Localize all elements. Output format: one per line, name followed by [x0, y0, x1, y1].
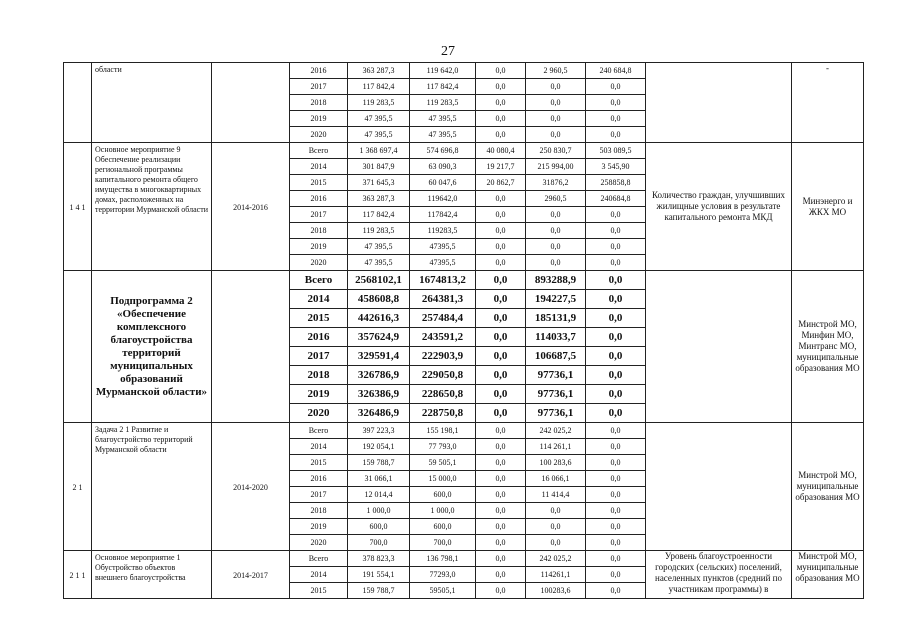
value-cell: 0,0 — [586, 385, 646, 404]
value-cell: 0,0 — [476, 385, 526, 404]
value-cell: 119 283,5 — [410, 95, 476, 111]
value-cell: 2568102,1 — [348, 271, 410, 290]
year-cell: 2014 — [290, 439, 348, 455]
value-cell: 119 283,5 — [348, 223, 410, 239]
item-name: Основное мероприятие 1 Обустройство объектов внешнего благоустройства — [92, 551, 212, 599]
value-cell: 1674813,2 — [410, 271, 476, 290]
value-cell: 0,0 — [476, 271, 526, 290]
value-cell: 0,0 — [586, 290, 646, 309]
value-cell: 893288,9 — [526, 271, 586, 290]
value-cell: 159 788,7 — [348, 583, 410, 599]
value-cell: 20 862,7 — [476, 175, 526, 191]
value-cell: 0,0 — [476, 404, 526, 423]
value-cell: 47 395,5 — [348, 127, 410, 143]
item-number — [64, 271, 92, 423]
value-cell: 119642,0 — [410, 191, 476, 207]
value-cell: 242 025,2 — [526, 551, 586, 567]
value-cell: 155 198,1 — [410, 423, 476, 439]
value-cell: 2960,5 — [526, 191, 586, 207]
value-cell: 31876,2 — [526, 175, 586, 191]
value-cell: 117 842,4 — [348, 79, 410, 95]
value-cell: 458608,8 — [348, 290, 410, 309]
value-cell: 700,0 — [410, 535, 476, 551]
item-period: 2014-2020 — [212, 423, 290, 551]
value-cell: 301 847,9 — [348, 159, 410, 175]
value-cell: 0,0 — [586, 328, 646, 347]
year-cell: 2014 — [290, 567, 348, 583]
item-period — [212, 271, 290, 423]
value-cell: 1 000,0 — [348, 503, 410, 519]
table-row — [64, 423, 864, 439]
result-indicator — [646, 423, 792, 551]
value-cell: 11 414,4 — [526, 487, 586, 503]
item-name: Подпрограмма 2 «Обеспечение комплексного благоустройства территорий муниципальных образований Мурманской области» — [92, 271, 212, 423]
value-cell: 0,0 — [476, 439, 526, 455]
value-cell: 47 395,5 — [348, 239, 410, 255]
result-indicator — [646, 63, 792, 143]
year-cell: 2019 — [290, 111, 348, 127]
table-row — [64, 143, 864, 159]
year-cell: Всего — [290, 143, 348, 159]
value-cell: 0,0 — [476, 309, 526, 328]
value-cell: 0,0 — [526, 239, 586, 255]
value-cell: 363 287,3 — [348, 191, 410, 207]
value-cell: 77293,0 — [410, 567, 476, 583]
value-cell: 0,0 — [526, 255, 586, 271]
value-cell: 326786,9 — [348, 366, 410, 385]
value-cell: 119 283,5 — [348, 95, 410, 111]
value-cell: 222903,9 — [410, 347, 476, 366]
executor: Минэнерго и ЖКХ МО — [792, 143, 864, 271]
value-cell: 0,0 — [476, 207, 526, 223]
value-cell: 117 842,4 — [410, 79, 476, 95]
value-cell: 0,0 — [476, 583, 526, 599]
executor: Минстрой МО, муниципальные образования МО — [792, 423, 864, 551]
value-cell: 60 047,6 — [410, 175, 476, 191]
value-cell: 0,0 — [476, 127, 526, 143]
value-cell: 397 223,3 — [348, 423, 410, 439]
value-cell: 329591,4 — [348, 347, 410, 366]
value-cell: 0,0 — [476, 519, 526, 535]
value-cell: 240 684,8 — [586, 63, 646, 79]
value-cell: 12 014,4 — [348, 487, 410, 503]
year-cell: 2020 — [290, 535, 348, 551]
value-cell: 47395,5 — [410, 255, 476, 271]
value-cell: 600,0 — [348, 519, 410, 535]
year-cell: 2020 — [290, 255, 348, 271]
value-cell: 326386,9 — [348, 385, 410, 404]
value-cell: 194227,5 — [526, 290, 586, 309]
year-cell: 2016 — [290, 471, 348, 487]
value-cell: 97736,1 — [526, 404, 586, 423]
value-cell: 0,0 — [476, 567, 526, 583]
value-cell: 0,0 — [526, 519, 586, 535]
value-cell: 0,0 — [586, 223, 646, 239]
value-cell: 363 287,3 — [348, 63, 410, 79]
value-cell: 0,0 — [526, 207, 586, 223]
value-cell: 63 090,3 — [410, 159, 476, 175]
value-cell: 31 066,1 — [348, 471, 410, 487]
item-period — [212, 63, 290, 143]
table-row — [64, 63, 864, 79]
value-cell: 0,0 — [476, 191, 526, 207]
value-cell: 258858,8 — [586, 175, 646, 191]
value-cell: 47 395,5 — [348, 111, 410, 127]
value-cell: 0,0 — [526, 79, 586, 95]
value-cell: 229050,8 — [410, 366, 476, 385]
value-cell: 0,0 — [526, 535, 586, 551]
value-cell: 159 788,7 — [348, 455, 410, 471]
value-cell: 47 395,5 — [410, 127, 476, 143]
value-cell: 0,0 — [526, 503, 586, 519]
value-cell: 0,0 — [476, 471, 526, 487]
value-cell: 100283,6 — [526, 583, 586, 599]
value-cell: 228650,8 — [410, 385, 476, 404]
value-cell: 215 994,00 — [526, 159, 586, 175]
year-cell: Всего — [290, 551, 348, 567]
value-cell: 503 089,5 — [586, 143, 646, 159]
value-cell: 326486,9 — [348, 404, 410, 423]
value-cell: 0,0 — [586, 95, 646, 111]
item-period: 2014-2017 — [212, 551, 290, 599]
year-cell: Всего — [290, 271, 348, 290]
value-cell: 0,0 — [476, 366, 526, 385]
value-cell: 0,0 — [526, 111, 586, 127]
value-cell: 47 395,5 — [410, 111, 476, 127]
value-cell: 250 830,7 — [526, 143, 586, 159]
value-cell: 191 554,1 — [348, 567, 410, 583]
value-cell: 0,0 — [476, 111, 526, 127]
program-table — [63, 62, 864, 599]
value-cell: 600,0 — [410, 519, 476, 535]
year-cell: 2016 — [290, 328, 348, 347]
result-indicator: Уровень благоустроенности городских (сельских) поселений, населенных пунктов (средний по участникам программы) в — [646, 551, 792, 599]
value-cell: 0,0 — [586, 239, 646, 255]
value-cell: 0,0 — [586, 79, 646, 95]
item-number — [64, 63, 92, 143]
value-cell: 0,0 — [476, 79, 526, 95]
page-number: 27 — [441, 44, 455, 59]
value-cell: 114 261,1 — [526, 439, 586, 455]
value-cell: 1 000,0 — [410, 503, 476, 519]
value-cell: 0,0 — [526, 223, 586, 239]
value-cell: 0,0 — [586, 439, 646, 455]
item-period: 2014-2016 — [212, 143, 290, 271]
value-cell: 0,0 — [586, 535, 646, 551]
value-cell: 242 025,2 — [526, 423, 586, 439]
value-cell: 371 645,3 — [348, 175, 410, 191]
year-cell: 2020 — [290, 404, 348, 423]
year-cell: 2015 — [290, 583, 348, 599]
year-cell: 2018 — [290, 366, 348, 385]
value-cell: 185131,9 — [526, 309, 586, 328]
value-cell: 0,0 — [476, 63, 526, 79]
value-cell: 2 960,5 — [526, 63, 586, 79]
value-cell: 119 642,0 — [410, 63, 476, 79]
executor: - — [792, 63, 864, 143]
year-cell: Всего — [290, 423, 348, 439]
value-cell: 0,0 — [476, 551, 526, 567]
value-cell: 0,0 — [586, 271, 646, 290]
item-number: 2 1 1 — [64, 551, 92, 599]
value-cell: 0,0 — [586, 347, 646, 366]
value-cell: 97736,1 — [526, 385, 586, 404]
value-cell: 0,0 — [586, 583, 646, 599]
year-cell: 2020 — [290, 127, 348, 143]
item-number: 2 1 — [64, 423, 92, 551]
value-cell: 700,0 — [348, 535, 410, 551]
value-cell: 0,0 — [476, 423, 526, 439]
year-cell: 2017 — [290, 347, 348, 366]
value-cell: 0,0 — [476, 239, 526, 255]
value-cell: 114261,1 — [526, 567, 586, 583]
value-cell: 0,0 — [586, 519, 646, 535]
value-cell: 442616,3 — [348, 309, 410, 328]
item-name: Задача 2 1 Развитие и благоустройство территорий Мурманской области — [92, 423, 212, 551]
value-cell: 243591,2 — [410, 328, 476, 347]
value-cell: 357624,9 — [348, 328, 410, 347]
year-cell: 2017 — [290, 487, 348, 503]
year-cell: 2017 — [290, 207, 348, 223]
value-cell: 0,0 — [586, 423, 646, 439]
value-cell: 100 283,6 — [526, 455, 586, 471]
value-cell: 257484,4 — [410, 309, 476, 328]
value-cell: 0,0 — [586, 567, 646, 583]
value-cell: 0,0 — [476, 455, 526, 471]
value-cell: 59 505,1 — [410, 455, 476, 471]
value-cell: 574 696,8 — [410, 143, 476, 159]
year-cell: 2016 — [290, 191, 348, 207]
value-cell: 119283,5 — [410, 223, 476, 239]
value-cell: 0,0 — [586, 366, 646, 385]
value-cell: 192 054,1 — [348, 439, 410, 455]
value-cell: 0,0 — [526, 95, 586, 111]
value-cell: 77 793,0 — [410, 439, 476, 455]
value-cell: 0,0 — [476, 347, 526, 366]
value-cell: 47395,5 — [410, 239, 476, 255]
year-cell: 2018 — [290, 223, 348, 239]
year-cell: 2019 — [290, 239, 348, 255]
year-cell: 2019 — [290, 385, 348, 404]
value-cell: 0,0 — [586, 503, 646, 519]
value-cell: 0,0 — [476, 290, 526, 309]
value-cell: 0,0 — [586, 455, 646, 471]
value-cell: 0,0 — [586, 487, 646, 503]
year-cell: 2015 — [290, 309, 348, 328]
table-row — [64, 551, 864, 567]
value-cell: 0,0 — [476, 328, 526, 347]
item-name: Основное мероприятие 9 Обеспечение реализации региональной программы капитального ремонта общего имущества в многоквартирных домах, расположенных на территории Мурманской области — [92, 143, 212, 271]
value-cell: 0,0 — [586, 471, 646, 487]
value-cell: 19 217,7 — [476, 159, 526, 175]
value-cell: 114033,7 — [526, 328, 586, 347]
value-cell: 0,0 — [476, 503, 526, 519]
year-cell: 2019 — [290, 519, 348, 535]
value-cell: 600,0 — [410, 487, 476, 503]
executor: Минстрой МО, Минфин МО, Минтранс МО, муниципальные образования МО — [792, 271, 864, 423]
result-indicator — [646, 271, 792, 423]
year-cell: 2014 — [290, 159, 348, 175]
year-cell: 2016 — [290, 63, 348, 79]
item-name: области — [92, 63, 212, 143]
value-cell: 117842,4 — [410, 207, 476, 223]
value-cell: 106687,5 — [526, 347, 586, 366]
year-cell: 2017 — [290, 79, 348, 95]
value-cell: 378 823,3 — [348, 551, 410, 567]
value-cell: 0,0 — [526, 127, 586, 143]
value-cell: 0,0 — [586, 404, 646, 423]
value-cell: 0,0 — [476, 535, 526, 551]
year-cell: 2015 — [290, 175, 348, 191]
value-cell: 97736,1 — [526, 366, 586, 385]
value-cell: 0,0 — [476, 255, 526, 271]
value-cell: 136 798,1 — [410, 551, 476, 567]
value-cell: 0,0 — [476, 487, 526, 503]
value-cell: 0,0 — [586, 207, 646, 223]
value-cell: 0,0 — [586, 127, 646, 143]
value-cell: 228750,8 — [410, 404, 476, 423]
year-cell: 2018 — [290, 95, 348, 111]
year-cell: 2014 — [290, 290, 348, 309]
value-cell: 117 842,4 — [348, 207, 410, 223]
value-cell: 15 000,0 — [410, 471, 476, 487]
value-cell: 0,0 — [586, 111, 646, 127]
table-row — [64, 271, 864, 290]
value-cell: 40 080,4 — [476, 143, 526, 159]
year-cell: 2018 — [290, 503, 348, 519]
value-cell: 0,0 — [476, 95, 526, 111]
value-cell: 0,0 — [476, 223, 526, 239]
value-cell: 264381,3 — [410, 290, 476, 309]
value-cell: 0,0 — [586, 551, 646, 567]
value-cell: 16 066,1 — [526, 471, 586, 487]
result-indicator: Количество граждан, улучшивших жилищные условия в результате капитального ремонта МКД — [646, 143, 792, 271]
year-cell: 2015 — [290, 455, 348, 471]
value-cell: 1 368 697,4 — [348, 143, 410, 159]
value-cell: 0,0 — [586, 309, 646, 328]
item-number: 1 4 1 — [64, 143, 92, 271]
value-cell: 3 545,90 — [586, 159, 646, 175]
value-cell: 0,0 — [586, 255, 646, 271]
value-cell: 47 395,5 — [348, 255, 410, 271]
value-cell: 240684,8 — [586, 191, 646, 207]
executor: Минстрой МО, муниципальные образования МО — [792, 551, 864, 599]
value-cell: 59505,1 — [410, 583, 476, 599]
